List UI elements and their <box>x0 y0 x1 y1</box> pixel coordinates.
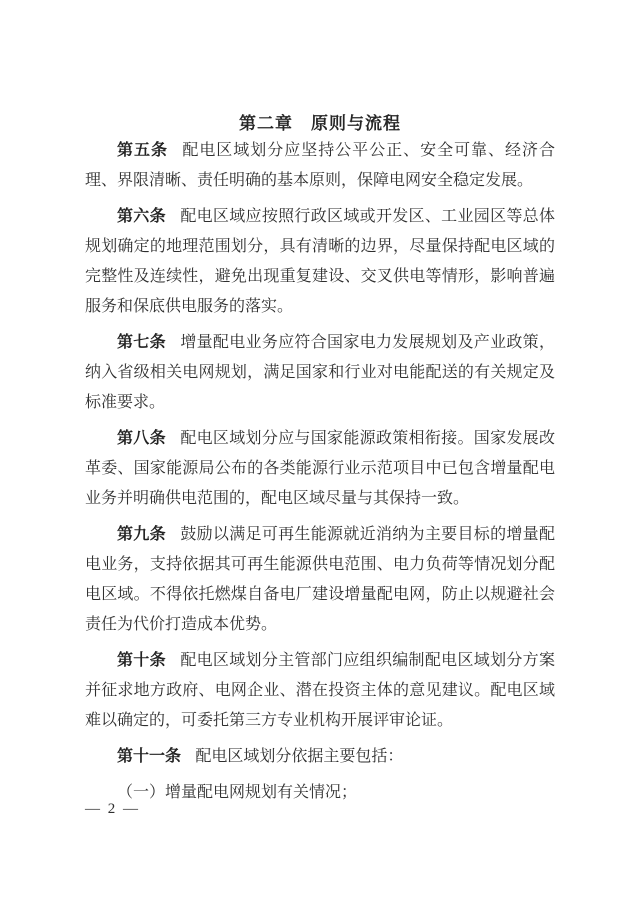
article-number: 第六条 <box>117 208 166 225</box>
article-number: 第十条 <box>117 652 166 669</box>
article-text: 配电区域划分应坚持公平公正、安全可靠、经济合理、界限清晰、责任明确的基本原则，保障电网安全稳定发展。 <box>85 142 555 189</box>
chapter-heading: 第二章 原则与流程 <box>239 114 401 133</box>
article-paragraph <box>85 202 555 322</box>
article-paragraph <box>85 742 555 772</box>
article-text: 配电区域划分应与国家能源政策相衔接。国家发展改革委、国家能源局公布的各类能源行业示范项目中已包含增量配电业务并明确供电范围的，配电区域尽量与其保持一致。 <box>85 430 555 507</box>
article-number: 第七条 <box>117 334 166 351</box>
page-number: — 2 — <box>85 801 140 817</box>
article-paragraph <box>85 136 555 196</box>
article-paragraph <box>85 424 555 514</box>
article-text: 配电区域划分依据主要包括： <box>195 748 404 765</box>
article-number: 第五条 <box>117 142 168 159</box>
article-paragraph <box>85 328 555 418</box>
list-item: （一）增量配电网规划有关情况； <box>117 784 358 801</box>
article-text: 配电区域应按照行政区域或开发区、工业园区等总体规划确定的地理范围划分，具有清晰的边界，尽量保持配电区域的完整性及连续性，避免出现重复建设、交叉供电等情形，影响普遍服务和保底供电服务的落实。 <box>85 208 555 315</box>
article-number: 第九条 <box>117 526 166 543</box>
article-text: 增量配电业务应符合国家电力发展规划及产业政策，纳入省级相关电网规划，满足国家和行业对电能配送的有关规定及标准要求。 <box>85 334 555 411</box>
article-paragraph <box>85 520 555 640</box>
article-paragraph <box>85 646 555 736</box>
article-text: 配电区域划分主管部门应组织编制配电区域划分方案并征求地方政府、电网企业、潜在投资主体的意见建议。配电区域难以确定的，可委托第三方专业机构开展评审论证。 <box>85 652 555 729</box>
document-body <box>85 136 555 808</box>
article-text: 鼓励以满足可再生能源就近消纳为主要目标的增量配电业务，支持依据其可再生能源供电范围、电力负荷等情况划分配电区域。不得依托燃煤自备电厂建设增量配电网，防止以规避社会责任为代价打造成本优势。 <box>85 526 555 633</box>
article-number: 第八条 <box>117 430 166 447</box>
article-number: 第十一条 <box>117 748 182 765</box>
